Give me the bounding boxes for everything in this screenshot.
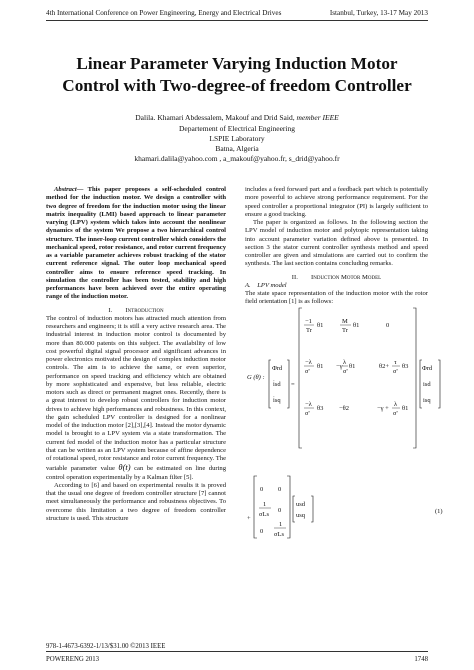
state-isd: isd xyxy=(423,381,431,388)
matrix-a31-den: σ' xyxy=(305,410,310,417)
input-usq: usq xyxy=(296,512,306,519)
abstract-label: Abstract xyxy=(54,186,77,193)
matrix-a22: −γ xyxy=(336,363,343,370)
equation-number: (1) xyxy=(435,508,443,515)
matrix-a12-den: Tr xyxy=(342,327,348,334)
matrix-a31: −λ xyxy=(305,401,312,408)
matrix-a33: −γ + xyxy=(377,405,389,412)
right-paragraph-1: includes a feed forward part and a feedback part which is potentially more powerful to achieve strong performance requirement. For the speed controller a proportional integrator (PI) is largely sufficient to ensure a good tracking. xyxy=(245,186,428,218)
author-emails: khamari.dalila@yahoo.com , a_makouf@yahoo.fr, s_drid@yahoo.fr xyxy=(134,154,340,163)
theta-variable: θ(t) xyxy=(118,462,131,473)
input-b21-num: 1 xyxy=(263,501,267,508)
section-heading-motor-model: II. Induction Motor Model xyxy=(291,273,382,281)
matrix-a22-b: λ xyxy=(343,359,347,366)
matrix-a21: −λ xyxy=(305,359,312,366)
author-department: Departement of Electrical Engineering xyxy=(179,124,295,133)
matrix-a23: θ2+ xyxy=(379,363,390,370)
plus-sign: + xyxy=(247,515,251,522)
matrix-a13: 0 xyxy=(386,322,390,329)
equals-sign: = xyxy=(291,381,295,388)
state-derivative-isq: i̇sq xyxy=(273,397,281,404)
footer-rule xyxy=(46,651,428,652)
input-b31: 0 xyxy=(260,528,264,535)
matrix-a31-theta: θ3 xyxy=(317,405,324,412)
running-header-conference: 4th International Conference on Power Engineering, Energy and Electrical Drives xyxy=(46,9,282,17)
input-b32-den: σLs xyxy=(274,531,285,538)
abstract-dash: — xyxy=(76,186,88,193)
matrix-a11: −1 xyxy=(305,318,312,325)
state-space-equation xyxy=(245,298,445,541)
matrix-a33-theta: θ1 xyxy=(402,405,409,412)
abstract-text: This paper proposes a self-scheduled control method for the induction motor. We design a controller with two degree of freedom for the induction motor using the linear matrix inequality (LMI) based approach to linear parameter varying (LPV) system which takes into account the nonlinear dynamics of the system We propose a two hierarchical control structure. The inner-loop current controller which considers the mechanical speed, rotor resistance, and rotor current frequency as a variable parameter achieves robust tracking of the stator current reference signal. The outer loop mechanical speed controller aims to ensure reference speed tracking. In simulation the controller has been tested, stability and high performances have been achieved over the entire operating range of the induction motor. xyxy=(46,186,226,301)
matrix-a11-den: Tr xyxy=(306,327,312,334)
input-b22: 0 xyxy=(278,507,282,514)
author-names xyxy=(0,113,474,123)
paper-title-line-2: Control with Two-degree-of freedom Controller xyxy=(62,76,412,95)
matrix-a23-num: τ xyxy=(394,359,397,366)
intro-paragraph-2: According to [6] and based on experimental results it is proved that the usual one degree of freedom controller structure [7] cannot meet simultaneously the performance and robustness objectives. To overcome this limitation a two degree of freedom controller structure is used. This structure xyxy=(46,481,226,522)
right-paragraph-2: The paper is organized as follows. In the following section the LPV model of induction motor and polytopic representation taking into account parameter variation defined above is presented. In section 3 the stator current controller synthesis method and speed controller are given and simulations are carried out to confirm the synthesis. The last section contains concluding remarks. xyxy=(245,219,428,268)
input-b12: 0 xyxy=(278,486,282,493)
input-b32-num: 1 xyxy=(279,521,283,528)
matrix-a12: M xyxy=(342,318,348,325)
matrix-a23-theta: θ3 xyxy=(402,363,409,370)
author-city: Batna, Algeria xyxy=(215,144,259,153)
state-flux: Φrd xyxy=(422,365,433,372)
matrix-a12-theta: θ1 xyxy=(353,322,360,329)
author-lab: LSPIE Laboratory xyxy=(209,134,265,143)
input-usd: usd xyxy=(296,501,306,508)
equation-lhs: G (θ) : xyxy=(247,374,265,381)
footer-isbn: 978-1-4673-6392-1/13/$31.00 ©2013 IEEE xyxy=(46,643,166,650)
left-column xyxy=(46,186,226,523)
matrix-a23-den: σ' xyxy=(393,368,398,375)
abstract xyxy=(46,186,226,302)
matrix-a33-den: σ' xyxy=(393,410,398,417)
right-column xyxy=(245,186,428,307)
matrix-a21-theta: θ1 xyxy=(317,363,324,370)
matrix-a11-theta: θ1 xyxy=(317,322,324,329)
author-membership: member IEEE xyxy=(296,113,339,122)
matrix-a21-den: σ' xyxy=(305,368,310,375)
right-paragraph-3: The state space representation of the induction motor with the rotor field orientation [1] is as follows: xyxy=(245,290,428,306)
intro-paragraph-1-tail: can be estimated on line during control operation experimentally by a Kalman filter [5]. xyxy=(46,465,226,481)
input-b21-den: σLs xyxy=(259,511,270,518)
paper-title-line-1: Linear Parameter Varying Induction Motor xyxy=(76,54,398,73)
state-isq: isq xyxy=(423,397,431,404)
footer-page-number: 1748 xyxy=(414,656,428,663)
state-derivative-flux: Φ̇rd xyxy=(272,365,283,372)
header-rule xyxy=(46,20,428,21)
matrix-a33-num: λ xyxy=(394,401,398,408)
section-heading-introduction: I. Introduction xyxy=(108,306,164,314)
running-header-location: Istanbul, Turkey, 13-17 May 2013 xyxy=(329,9,428,17)
matrix-a22-theta: θ1 xyxy=(349,363,356,370)
author-list: Dalila. Khamari Abdessalem, Makouf and Drid Said, xyxy=(135,113,295,122)
intro-paragraph-1-text: The control of induction motors has attracted much attention from researchers and engineers; it is still a very active research area. The industrial interest in induction motor control is documented by more than 80.000 patents on this subject. The availability of low cost powerful digital signal processor and significant advances in power electronics motivated the design of complex induction motor controls. The aim is to achieve the same, or even superior, performance on speed tracking and efficiency which are obtained by more sophisticated and expensive, but less reliable, electric motors such as direct or permanent magnet ones. Recently, there is a great interest to develop robust controllers for induction motor drives to achieve high performances and robustness. In this context, the gain scheduled LPV controller is designed for a nonlinear model of the induction motor [2],[3],[4]. Instead the motor dynamic model is brought to a LPV system via a state transformation. The current fed model of the induction motor has a particular structure that can be written as an LPV system because of affine dependence of rotational speed, rotor resistance and rotor current frequency. The variable parameter value xyxy=(46,314,226,473)
intro-paragraph-1 xyxy=(46,315,226,482)
footer-conference: POWERENG 2013 xyxy=(46,656,100,663)
subsection-heading-lpv: A. LPV model xyxy=(245,281,287,289)
matrix-a22-den: σ' xyxy=(343,368,348,375)
matrix-a32: −θ2 xyxy=(339,405,350,412)
input-b11: 0 xyxy=(260,486,264,493)
state-derivative-isd: i̇sd xyxy=(273,381,281,388)
